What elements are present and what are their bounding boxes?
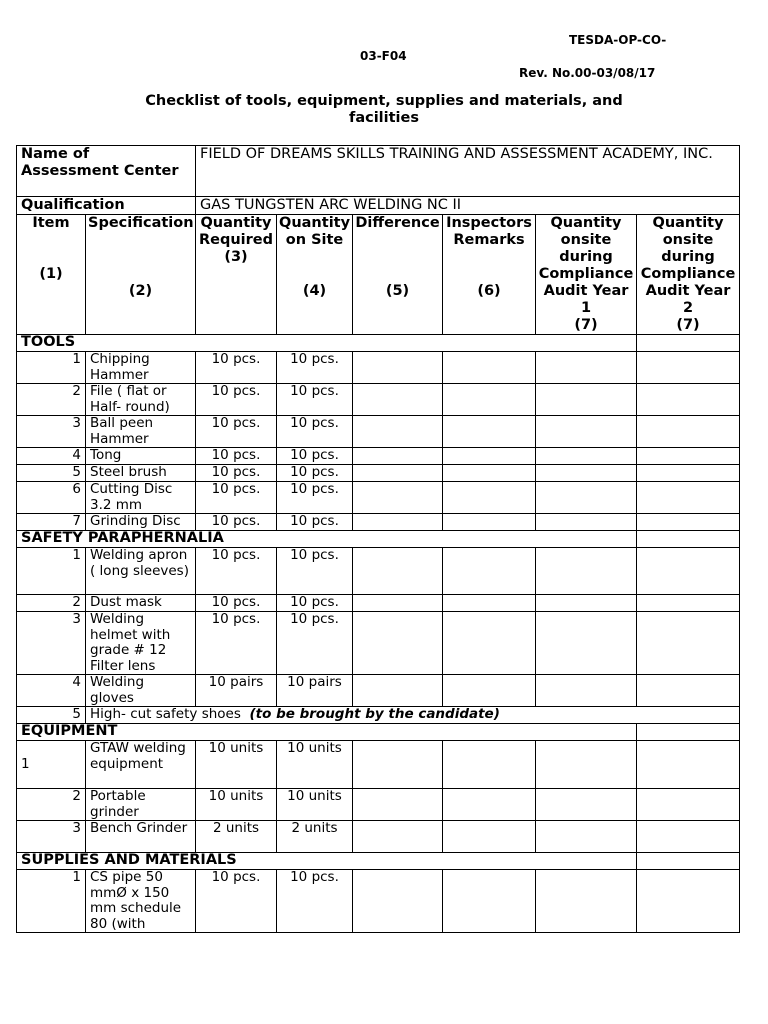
- table-row: 4 Welding gloves 10 pairs 10 pairs: [17, 675, 740, 707]
- table-row: 3 Welding helmet with grade # 12 Filter lens 10 pcs. 10 pcs.: [17, 612, 740, 675]
- table-row: 2 Dust mask 10 pcs. 10 pcs.: [17, 595, 740, 612]
- table-row: 1 Welding apron ( long sleeves) 10 pcs. 10 pcs.: [17, 548, 740, 595]
- table-row: 4 Tong 10 pcs. 10 pcs.: [17, 448, 740, 465]
- col-header-quantity-on-site: Quantity on Site (4): [277, 215, 353, 335]
- section-row-tools: [17, 335, 740, 352]
- table-row: 7 Grinding Disc 10 pcs. 10 pcs.: [17, 514, 740, 531]
- table-row: 6 Cutting Disc 3.2 mm 10 pcs. 10 pcs.: [17, 482, 740, 514]
- col-header-difference: Difference (5): [353, 215, 443, 335]
- table-row: 3 Ball peen Hammer 10 pcs. 10 pcs.: [17, 416, 740, 448]
- qualification-value: GAS TUNGSTEN ARC WELDING NC II: [196, 197, 740, 215]
- col-header-item: Item (1): [17, 215, 86, 335]
- section-title: TOOLS: [17, 335, 637, 352]
- table-row: 3 Bench Grinder 2 units 2 units: [17, 821, 740, 853]
- table-row: 5 Steel brush 10 pcs. 10 pcs.: [17, 465, 740, 482]
- note-cell: High- cut safety shoes (to be brought by the candidate): [86, 707, 740, 724]
- section-title: SUPPLIES AND MATERIALS: [17, 853, 637, 870]
- qualification-row: [17, 197, 740, 215]
- section-title: SAFETY PARAPHERNALIA: [17, 531, 637, 548]
- col-header-audit-year2: Quantity onsite during Compliance Audit Year 2 (7): [637, 215, 740, 335]
- form-code-line1: TESDA-OP-CO-: [569, 33, 667, 47]
- table-row: 1 GTAW welding equipment 10 units 10 units: [17, 741, 740, 789]
- section-row-safety: [17, 531, 740, 548]
- section-row-equipment: [17, 724, 740, 741]
- qualification-label: Qualification: [17, 197, 196, 215]
- checklist-table: [16, 145, 740, 933]
- candidate-note: (to be brought by the candidate): [249, 706, 500, 722]
- section-row-supplies: [17, 853, 740, 870]
- section-title: EQUIPMENT: [17, 724, 637, 741]
- column-header-row: [17, 215, 740, 335]
- col-header-specification: Specification (2): [86, 215, 196, 335]
- table-row-note: 5 High- cut safety shoes (to be brought by the candidate): [17, 707, 740, 724]
- document-title: Checklist of tools, equipment, supplies and materials, and facilities: [145, 93, 623, 126]
- col-header-inspectors-remarks: Inspectors Remarks (6): [443, 215, 536, 335]
- center-value: FIELD OF DREAMS SKILLS TRAINING AND ASSESSMENT ACADEMY, INC.: [196, 146, 740, 197]
- table-row: 1 CS pipe 50 mmØ x 150 mm schedule 80 (with 10 pcs. 10 pcs.: [17, 870, 740, 933]
- table-row: 1 Chipping Hammer 10 pcs. 10 pcs.: [17, 352, 740, 384]
- col-header-quantity-required: Quantity Required (3): [196, 215, 277, 335]
- center-label: Name of Assessment Center: [17, 146, 196, 197]
- revision-number: Rev. No.00-03/08/17: [519, 66, 656, 80]
- form-code-line2: 03-F04: [360, 49, 407, 63]
- table-row: 2 File ( flat or Half- round) 10 pcs. 10 pcs.: [17, 384, 740, 416]
- center-row: [17, 146, 740, 197]
- table-row: 2 Portable grinder 10 units 10 units: [17, 789, 740, 821]
- col-header-audit-year1: Quantity onsite during Compliance Audit Year 1 (7): [536, 215, 637, 335]
